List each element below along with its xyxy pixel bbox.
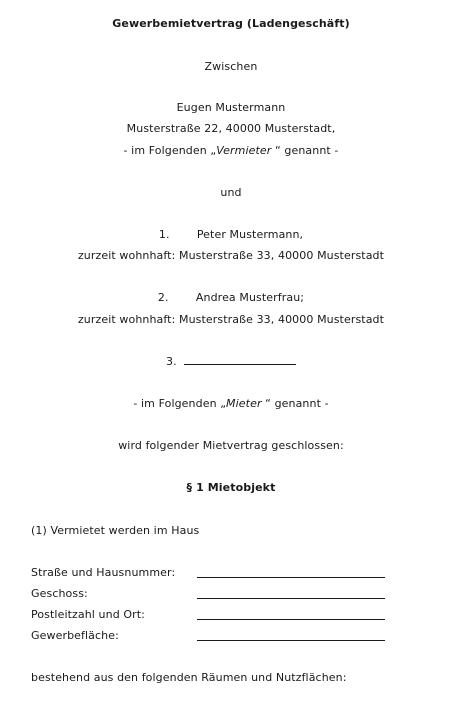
document-title: Gewerbemietvertrag (Ladengeschäft) — [112, 17, 350, 30]
rooms-intro: bestehend aus den folgenden Räumen und Nutzflächen: — [31, 671, 347, 684]
tenant-1-address: zurzeit wohnhaft: Musterstraße 33, 40000 Musterstadt — [77, 249, 385, 262]
section1-paragraph1: (1) Vermietet werden im Haus — [31, 524, 200, 537]
section1-heading: § 1 Mietobjekt — [186, 481, 276, 494]
tenant-1-name-line — [0, 228, 462, 242]
tenant-2-number: 2. — [157, 291, 169, 304]
tenant-role-prefix: - im Folgenden „ — [133, 397, 227, 410]
landlord-role-prefix: - im Folgenden „ — [123, 144, 217, 157]
and-label: und — [220, 186, 242, 199]
contract-concluded: wird folgender Mietvertrag geschlossen: — [118, 439, 344, 452]
landlord-role — [0, 144, 462, 158]
tenant-2-name: Andrea Musterfrau; — [195, 291, 305, 304]
field-line-area — [197, 640, 385, 641]
field-line-floor — [197, 598, 385, 599]
field-line-street — [197, 577, 385, 578]
tenant-3-number: 3. — [166, 355, 177, 368]
field-label-street: Straße und Hausnummer: — [31, 566, 176, 579]
field-label-area: Gewerbefläche: — [31, 629, 119, 642]
landlord-role-suffix: “ genannt - — [271, 144, 339, 157]
tenant-2-address: zurzeit wohnhaft: Musterstraße 33, 40000 Musterstadt — [77, 313, 385, 326]
landlord-name: Eugen Mustermann — [176, 101, 286, 114]
landlord-address: Musterstraße 22, 40000 Musterstadt, — [126, 122, 336, 135]
tenant-role-word: Mieter — [226, 397, 262, 410]
field-label-floor: Geschoss: — [31, 587, 88, 600]
field-label-postcode: Postleitzahl und Ort: — [31, 608, 145, 621]
tenant-role — [0, 397, 462, 411]
tenant-1-name: Peter Mustermann, — [196, 228, 304, 241]
tenant-1-number: 1. — [158, 228, 170, 241]
tenant-3-blank — [184, 354, 296, 365]
tenant-2-name-line — [0, 291, 462, 305]
between-label: Zwischen — [204, 60, 258, 73]
landlord-role-word: Vermieter — [216, 144, 272, 157]
tenant-role-suffix: “ genannt - — [261, 397, 329, 410]
tenant-3-line — [0, 354, 462, 369]
field-line-postcode — [197, 619, 385, 620]
